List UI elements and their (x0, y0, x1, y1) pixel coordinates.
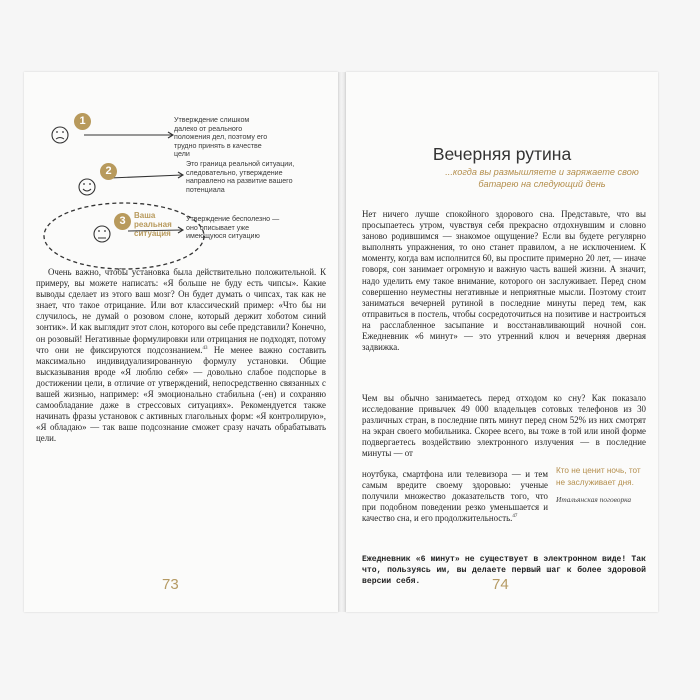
left-body-text (36, 267, 326, 445)
paragraph: Очень важно, чтобы установка была действительно положительной. К примеру, вы можете написать: «Я больше не буду есть чипсы». Какие выводы сделает из этого ваш мозг? Он будет думать о чипсах, так как не знает, что такое отрицание. Или вот классический пример: «Что бы ни случилось, не думай о розовом слоне, который держит хоботом синий зонтик». И как выглядит этот слон, которого вы себе представили? Конечно, он розовый! Негативные формулировки или отрицания не подходят, потому что они не фиксируются подсознанием.$^{43}$ Не менее важно составить максимально индивидуализированную формулу установки. Общие высказывания вроде «Я люблю себя» — довольно слабое подспорье в достижении цели, в отличие от утверждений, непосредственно связанных с вашей жизнью, например: «Я эмоционально стабильна (-ен) и сохраняю самообладание даже в стрессовых ситуациях». Рекомендуется также начинать фразы установок с активных глагольных форм: «Я контролирую», «Я обладаю» — так ваше подсознание сможет сразу начать обрабатывать цели. (36, 267, 327, 444)
bold-note: Ежедневник «6 минут» не существует в электронном виде! Так что, пользуясь им, вы делаете первый шаг к более здоровой версии себя. (362, 555, 646, 586)
arrow-2 (110, 175, 182, 178)
footnote-ref: 47 (512, 514, 518, 520)
neutral-face-icon (94, 226, 110, 242)
paragraph: ноутбука, смартфона или телевизора — и тем самым вредите своему здоровью: ученые получили множество доказательств того, что при подобном поведении резко уменьшается и качество сна, и его продолжительность.$^{47}$ (362, 469, 548, 524)
section-title: Вечерняя рутина (432, 144, 572, 164)
right-paragraph-1 (362, 209, 646, 353)
right-paragraph-2 (362, 393, 646, 460)
right-page (346, 72, 658, 612)
step-3-note: Утверждение бесполезно — оно описывает уже имеющуюся ситуацию (186, 215, 280, 241)
right-paragraph-2-narrow (362, 469, 548, 524)
step-2-note: Это граница реальной ситуации, следовательно, утверждение направлено на развитие вашего потенциала (186, 160, 295, 194)
page-number-right: 74 (492, 576, 509, 593)
left-page (24, 72, 338, 612)
book-gutter (338, 72, 346, 612)
step-2-badge: 2 (100, 163, 117, 180)
step-1-note: Утверждение слишком далеко от реального положения дел, поэтому его трудно принять в качестве цели (174, 116, 268, 159)
footnote-ref: 43 (202, 345, 208, 351)
quote-box (556, 465, 646, 504)
quote-author: Итальянская поговорка (556, 494, 632, 504)
quote-text: Кто не ценит ночь, тот не заслуживает дня. (556, 466, 641, 487)
happy-face-icon (79, 179, 95, 195)
page-number-left: 73 (162, 576, 179, 593)
section-subtitle: ...когда вы размышляете и заряжаете свою батарею на следующий день (445, 167, 639, 189)
paragraph: Чем вы обычно занимаетесь перед отходом ко сну? Как показало исследование привычек 49 000 владельцев сотовых телефонов из 30 различных стран, в последние пять минут перед сном 52% из них смотрят на экран своего мобильника. Скорее всего, вы тоже в той или иной форме подвергаетесь воздействию электронного излучения — в последние минуты — от (362, 393, 646, 459)
affirmation-diagram (24, 72, 338, 272)
real-situation-label: Ваша реальная ситуация (134, 211, 172, 238)
step-1-badge: 1 (74, 113, 91, 130)
step-3-badge: 3 (114, 213, 131, 230)
paragraph: Нет ничего лучше спокойного здорового сна. Представьте, что вы просыпаетесь утром, чувствуя себя прекрасно отдохнувшим и словно заново родившимся — знакомое ощущение? Если вы будете регулярно выполнять упражнения, то оно станет правилом, а не исключением. К моменту, когда вам исполнится 60, вы проспите примерно 20 лет, — иначе говоря, сон занимает огромную и важную часть вашей жизни. А значит, надо уделить ему такое внимание, которого он заслуживает. Перед сном совершенно неуместны негативные и неприятные мысли. Поэтому стоит заниматься вечерней рутиной в последние минуты перед тем, как отправиться в постель, чтобы сосредоточиться на позитиве и настроиться на расслабленное засыпание и восстанавливающий ночной сон. Ежедневник «6 минут» — это утренний ключ и вечерняя дверная задвижка. (362, 209, 646, 353)
sad-face-icon (52, 127, 68, 143)
